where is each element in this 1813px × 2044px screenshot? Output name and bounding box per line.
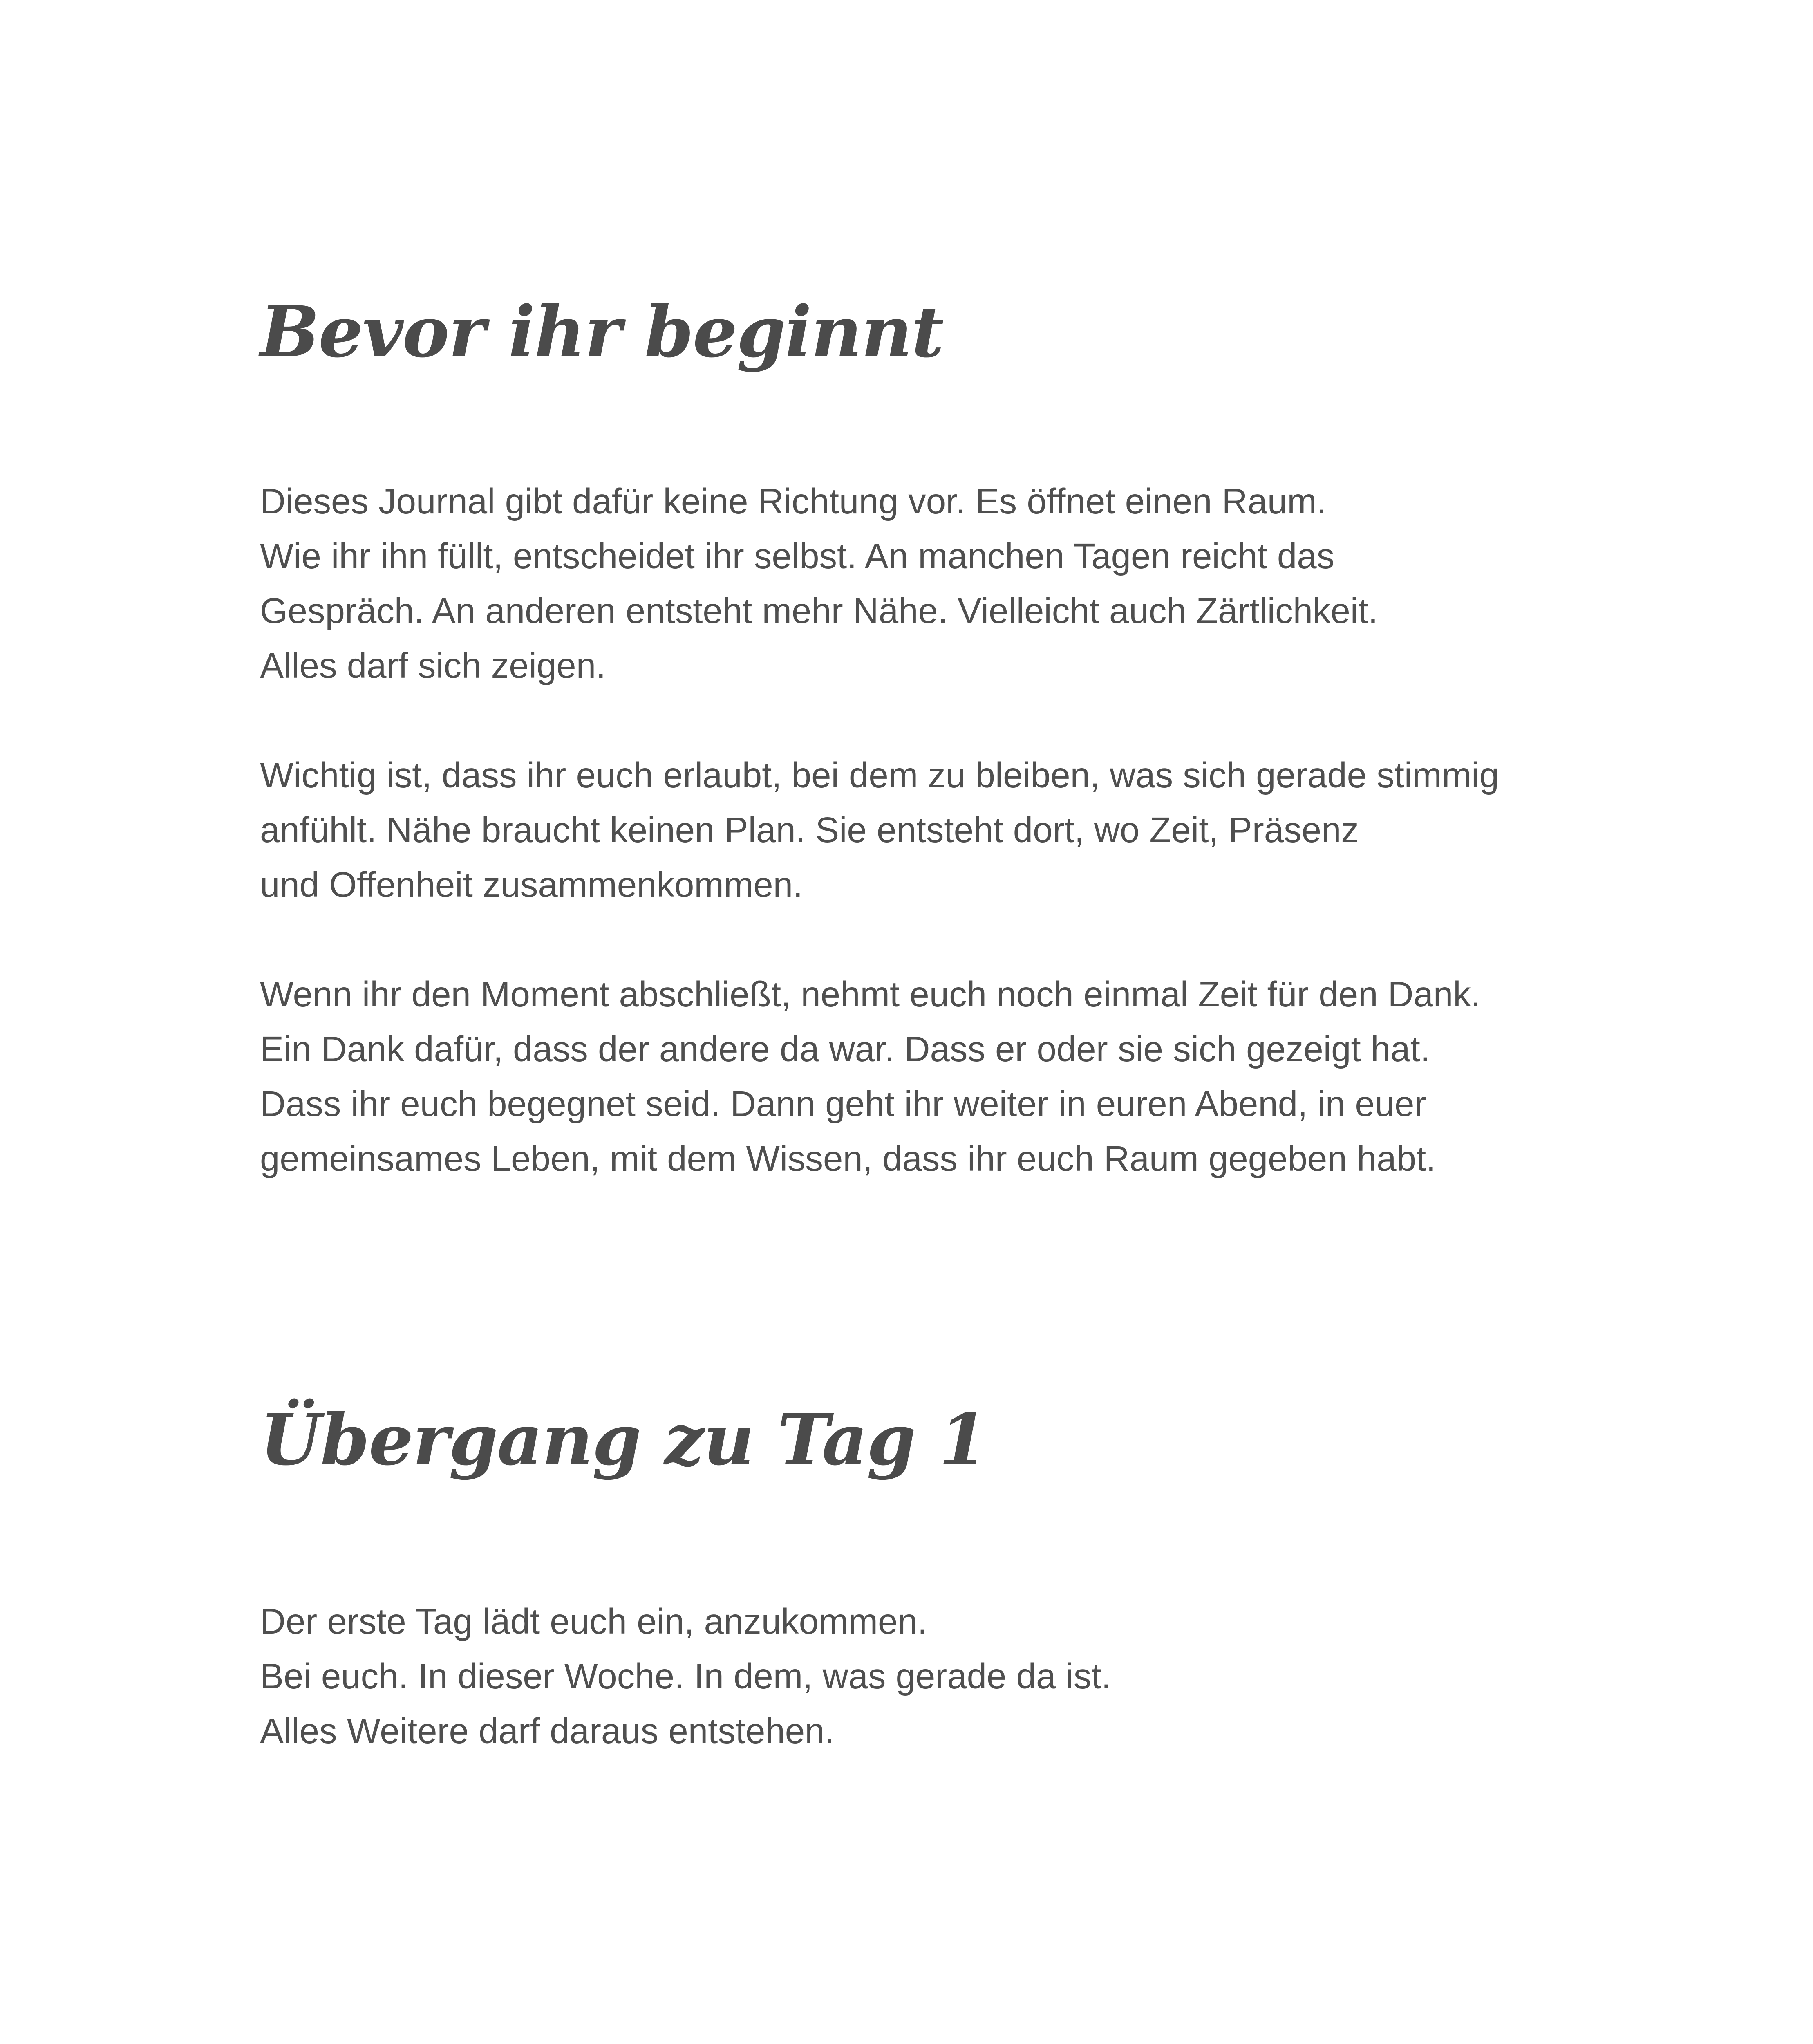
text-line: Gespräch. An anderen entsteht mehr Nähe. Vielleicht auch Zärtlichkeit. xyxy=(260,591,1378,631)
paragraph-spacer xyxy=(260,912,1592,967)
section-heading: Übergang zu Tag 1 xyxy=(260,1398,987,1481)
text-line: Dass ihr euch begegnet seid. Dann geht ihr weiter in euren Abend, in euer xyxy=(260,1084,1426,1124)
text-line: gemeinsames Leben, mit dem Wissen, dass ihr euch Raum gegeben habt. xyxy=(260,1139,1436,1179)
section-body xyxy=(260,474,1592,1186)
section-body xyxy=(260,1594,1592,1759)
paragraph xyxy=(260,967,1592,1186)
text-line: Wie ihr ihn füllt, entscheidet ihr selbst. An manchen Tagen reicht das xyxy=(260,536,1335,576)
text-line: anfühlt. Nähe braucht keinen Plan. Sie entsteht dort, wo Zeit, Präsenz xyxy=(260,810,1359,850)
text-line: Wenn ihr den Moment abschließt, nehmt euch noch einmal Zeit für den Dank. xyxy=(260,975,1481,1014)
text-line: Bei euch. In dieser Woche. In dem, was gerade da ist. xyxy=(260,1656,1111,1696)
text-line: Alles darf sich zeigen. xyxy=(260,646,606,686)
text-line: Wichtig ist, dass ihr euch erlaubt, bei dem zu bleiben, was sich gerade stimmig xyxy=(260,755,1499,795)
text-line: Dieses Journal gibt dafür keine Richtung vor. Es öffnet einen Raum. xyxy=(260,482,1327,521)
section-heading: Bevor ihr beginnt xyxy=(260,290,943,373)
text-line: Ein Dank dafür, dass der andere da war. Dass er oder sie sich gezeigt hat. xyxy=(260,1029,1430,1069)
text-line: Der erste Tag lädt euch ein, anzukommen. xyxy=(260,1602,927,1641)
paragraph xyxy=(260,1594,1592,1759)
paragraph-spacer xyxy=(260,693,1592,748)
paragraph xyxy=(260,474,1592,693)
paragraph xyxy=(260,748,1592,912)
text-line: Alles Weitere darf daraus entstehen. xyxy=(260,1711,835,1751)
text-line: und Offenheit zusammenkommen. xyxy=(260,865,803,905)
